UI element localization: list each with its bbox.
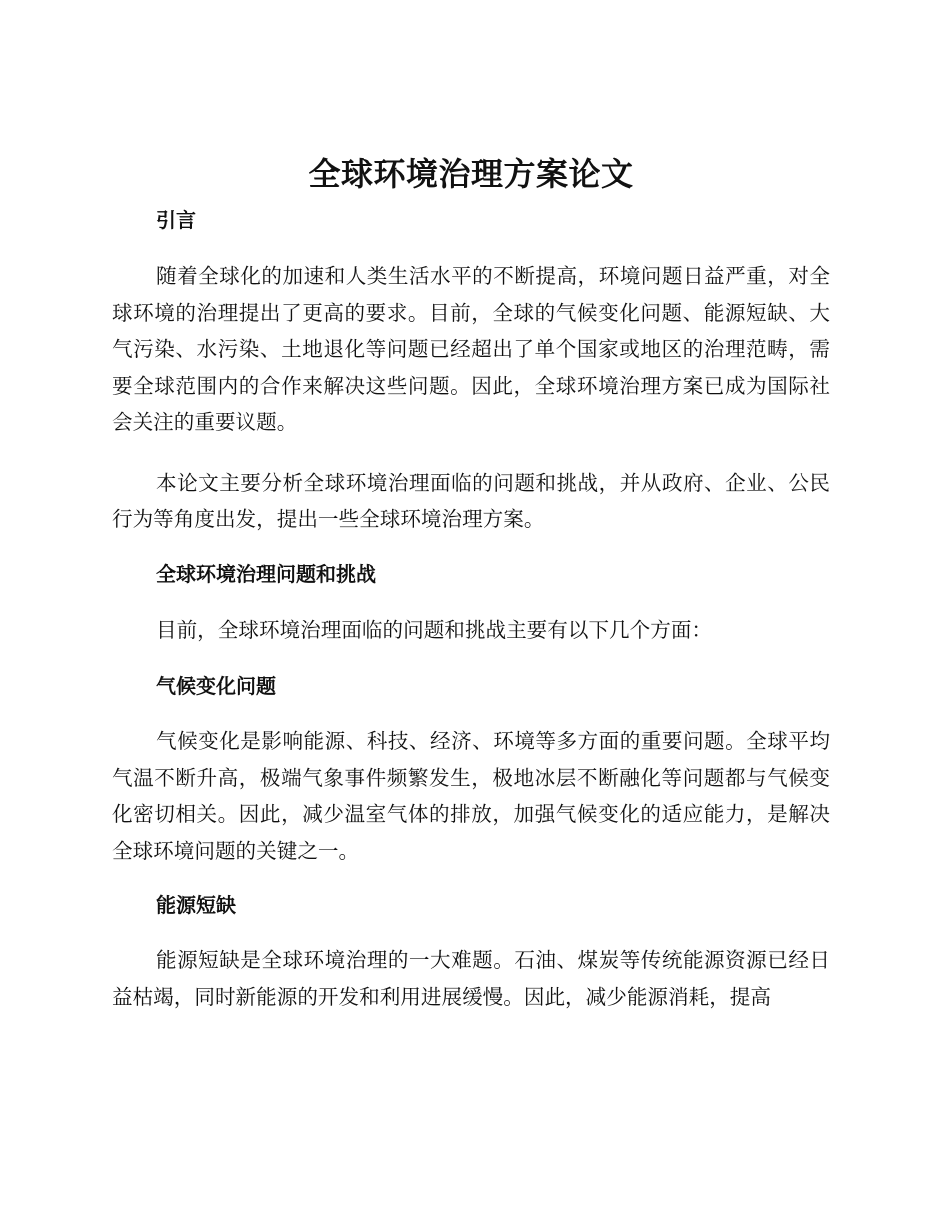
paragraph-governance-issues: 目前，全球环境治理面临的问题和挑战主要有以下几个方面：	[156, 617, 713, 642]
document-body	[112, 148, 830, 1015]
paragraph-climate-change: 气候变化是影响能源、科技、经济、环境等多方面的重要问题。全球平均气温不断升高，极端气象事件频繁发生，极地冰层不断融化等问题都与气候变化密切相关。因此，减少温室气体的排放，加强气候变化的适应能力，是解决全球环境问题的关键之一。	[112, 729, 830, 863]
paragraph-energy-shortage: 能源短缺是全球环境治理的一大难题。石油、煤炭等传统能源资源已经日益枯竭，同时新能源的开发和利用进展缓慢。因此，减少能源消耗，提高	[112, 948, 830, 1009]
heading-climate-change: 气候变化问题	[156, 674, 276, 698]
heading-introduction: 引言	[156, 208, 196, 232]
paragraph-introduction-1: 随着全球化的加速和人类生活水平的不断提高，环境问题日益严重，对全球环境的治理提出了更高的要求。目前，全球的气候变化问题、能源短缺、大气污染、水污染、土地退化等问题已经超出了单个国家或地区的治理范畴，需要全球范围内的合作来解决这些问题。因此，全球环境治理方案已成为国际社会关注的重要议题。	[112, 264, 830, 434]
document-title: 全球环境治理方案论文	[308, 155, 634, 193]
heading-governance-issues: 全球环境治理问题和挑战	[156, 561, 376, 586]
paragraph-introduction-2: 本论文主要分析全球环境治理面临的问题和挑战，并从政府、企业、公民行为等角度出发，提出一些全球环境治理方案。	[112, 470, 830, 531]
heading-energy-shortage: 能源短缺	[156, 893, 236, 917]
